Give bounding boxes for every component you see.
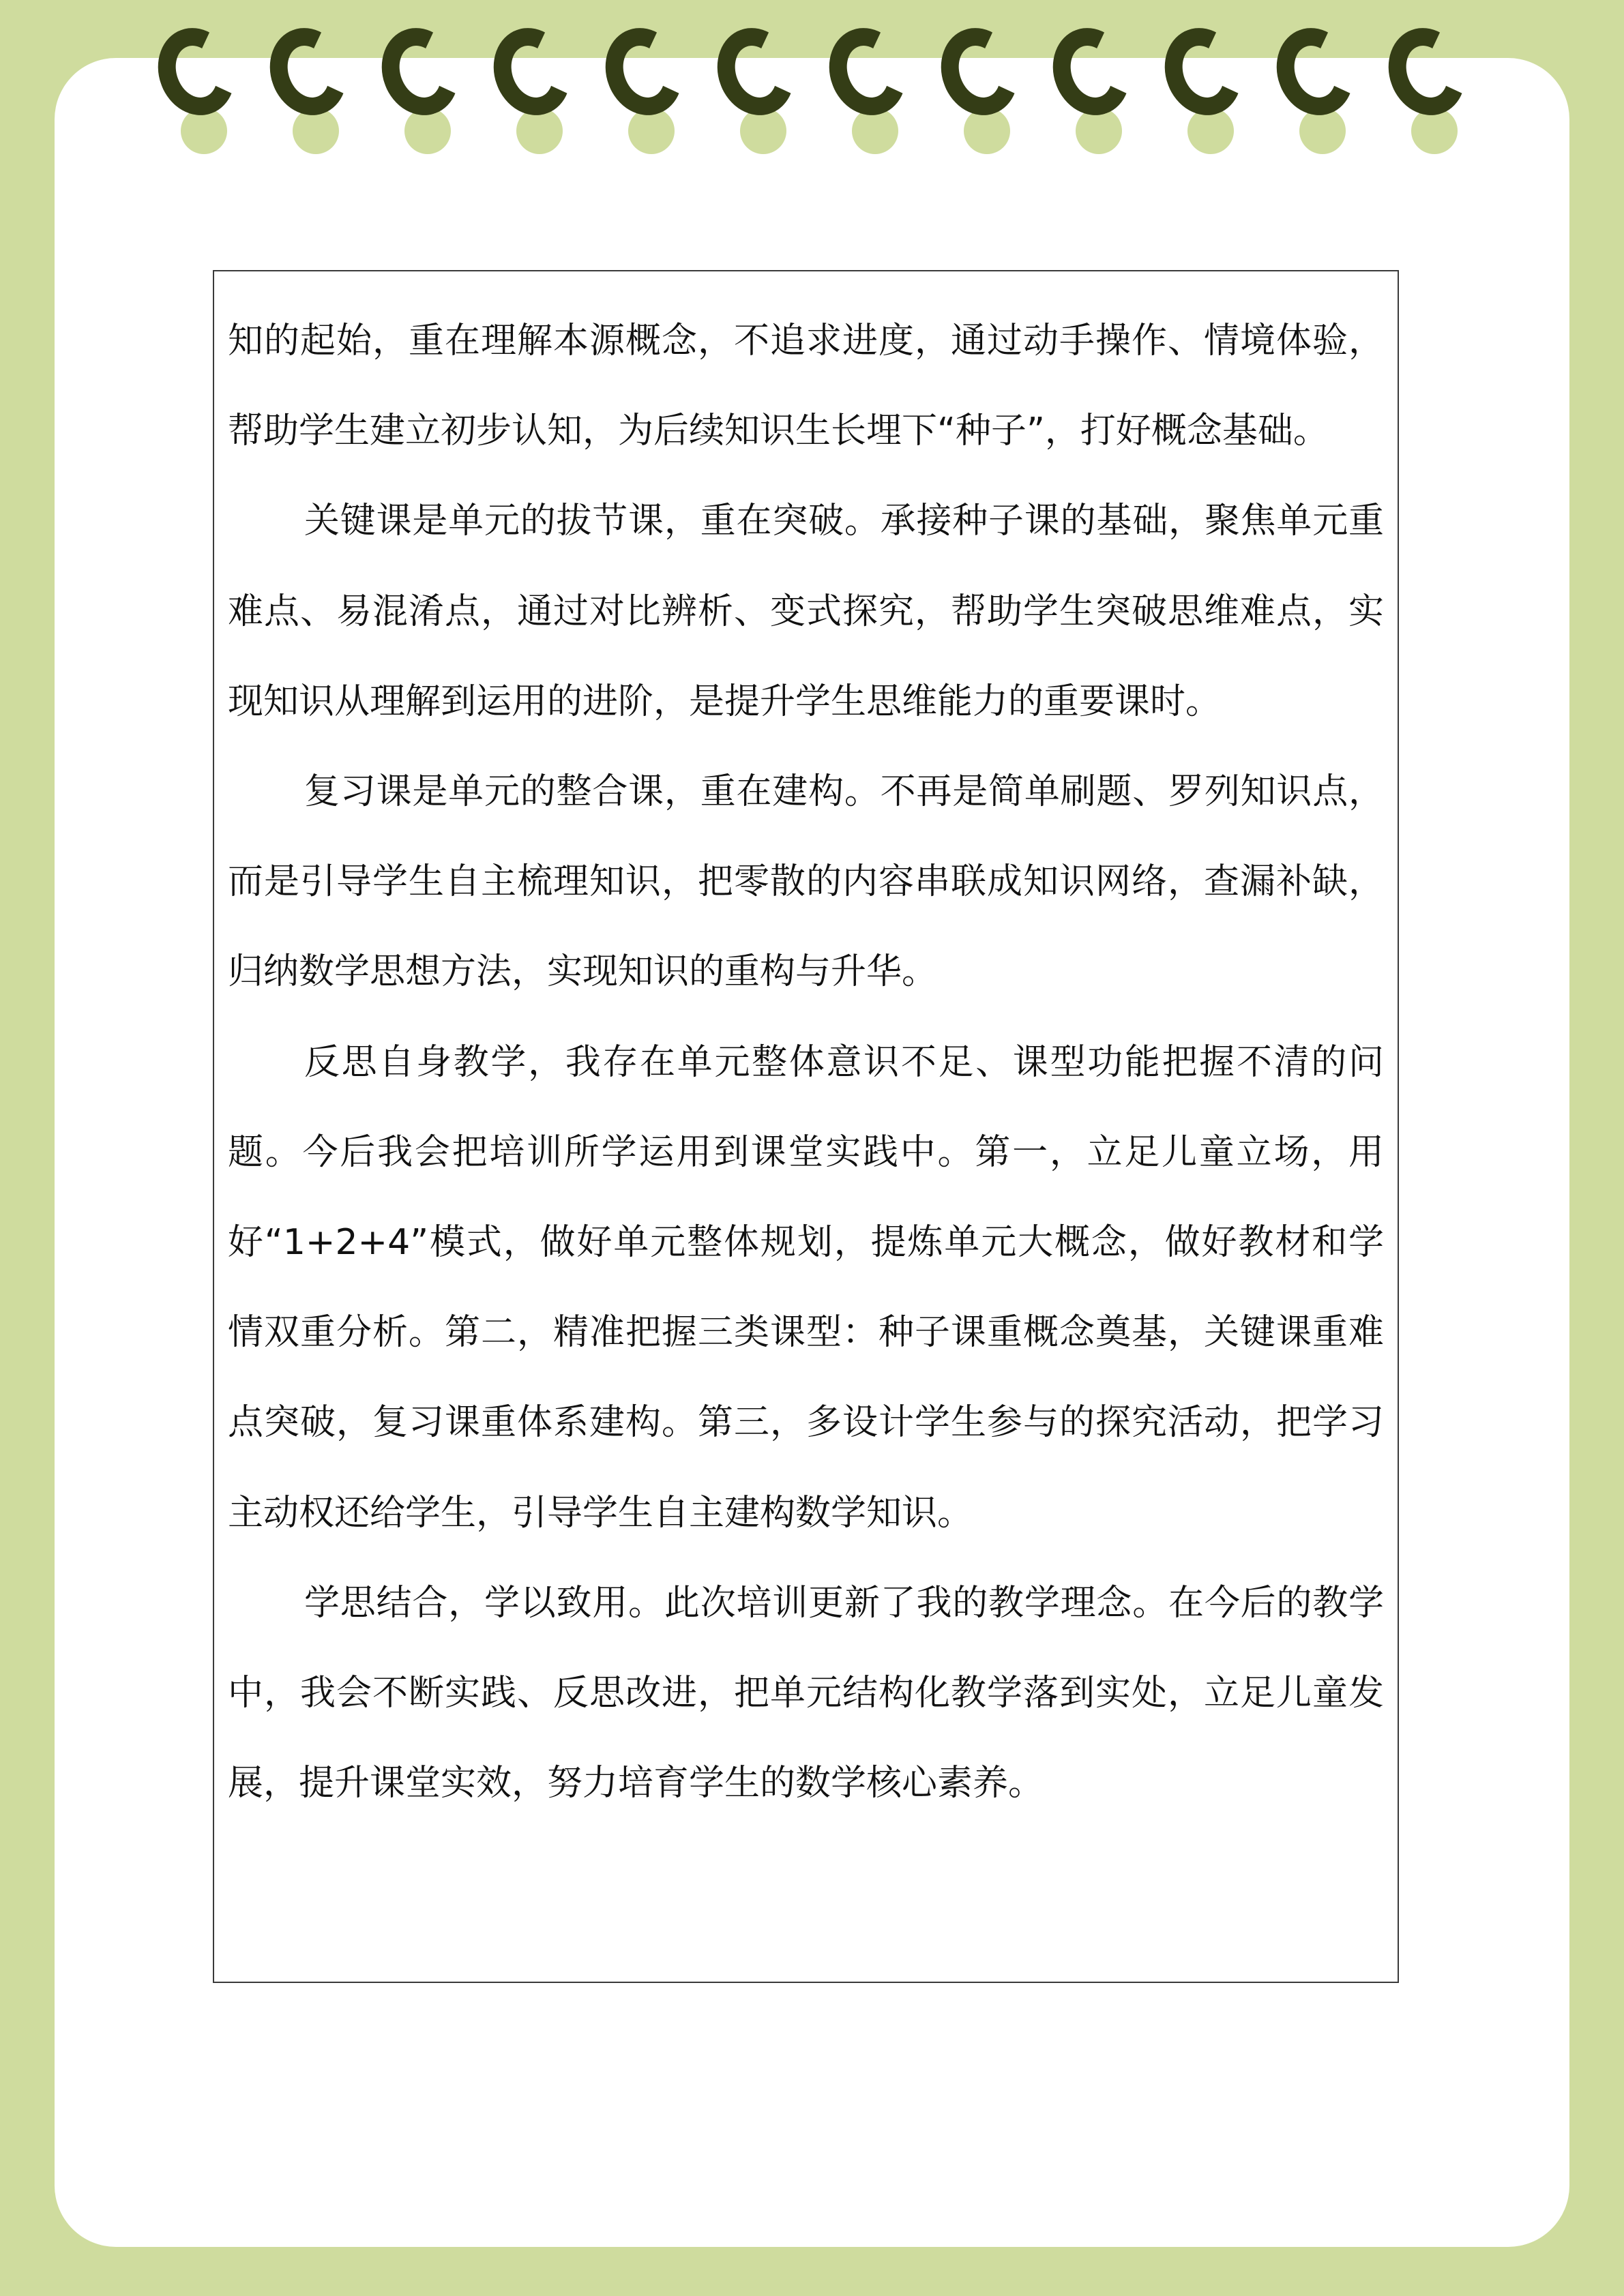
paragraph: 知的起始，重在理解本源概念，不追求进度，通过动手操作、情境体验，帮助学生建立初步认知，为后续知识生长埋下“种子”，打好概念基础。 bbox=[228, 320, 1384, 452]
paragraph: 复习课是单元的整合课，重在建构。不再是简单刷题、罗列知识点，而是引导学生自主梳理知识，把零散的内容串联成知识网络，查漏补缺，归纳数学思想方法，实现知识的重构与升华。 bbox=[228, 771, 1384, 993]
essay-text-box bbox=[213, 270, 1399, 1983]
paragraph: 反思自身教学，我存在单元整体意识不足、课型功能把握不清的问题。今后我会把培训所学运用到课堂实践中。第一，立足儿童立场，用好“1+2+4”模式，做好单元整体规划，提炼单元大概念，做好教材和学情双重分析。第二，精准把握三类课型：种子课重概念奠基，关键课重难点突破，复习课重体系建构。第三，多设计学生参与的探究活动，把学习主动权还给学生，引导学生自主建构数学知识。 bbox=[228, 1041, 1384, 1534]
paragraph: 关键课是单元的拔节课，重在突破。承接种子课的基础，聚焦单元重难点、易混淆点，通过对比辨析、变式探究，帮助学生突破思维难点，实现知识从理解到运用的进阶，是提升学生思维能力的重要课时。 bbox=[228, 501, 1384, 722]
paragraph: 学思结合，学以致用。此次培训更新了我的教学理念。在今后的教学中，我会不断实践、反思改进，把单元结构化教学落到实处，立足儿童发展，提升课堂实效，努力培育学生的数学核心素养。 bbox=[228, 1582, 1384, 1804]
